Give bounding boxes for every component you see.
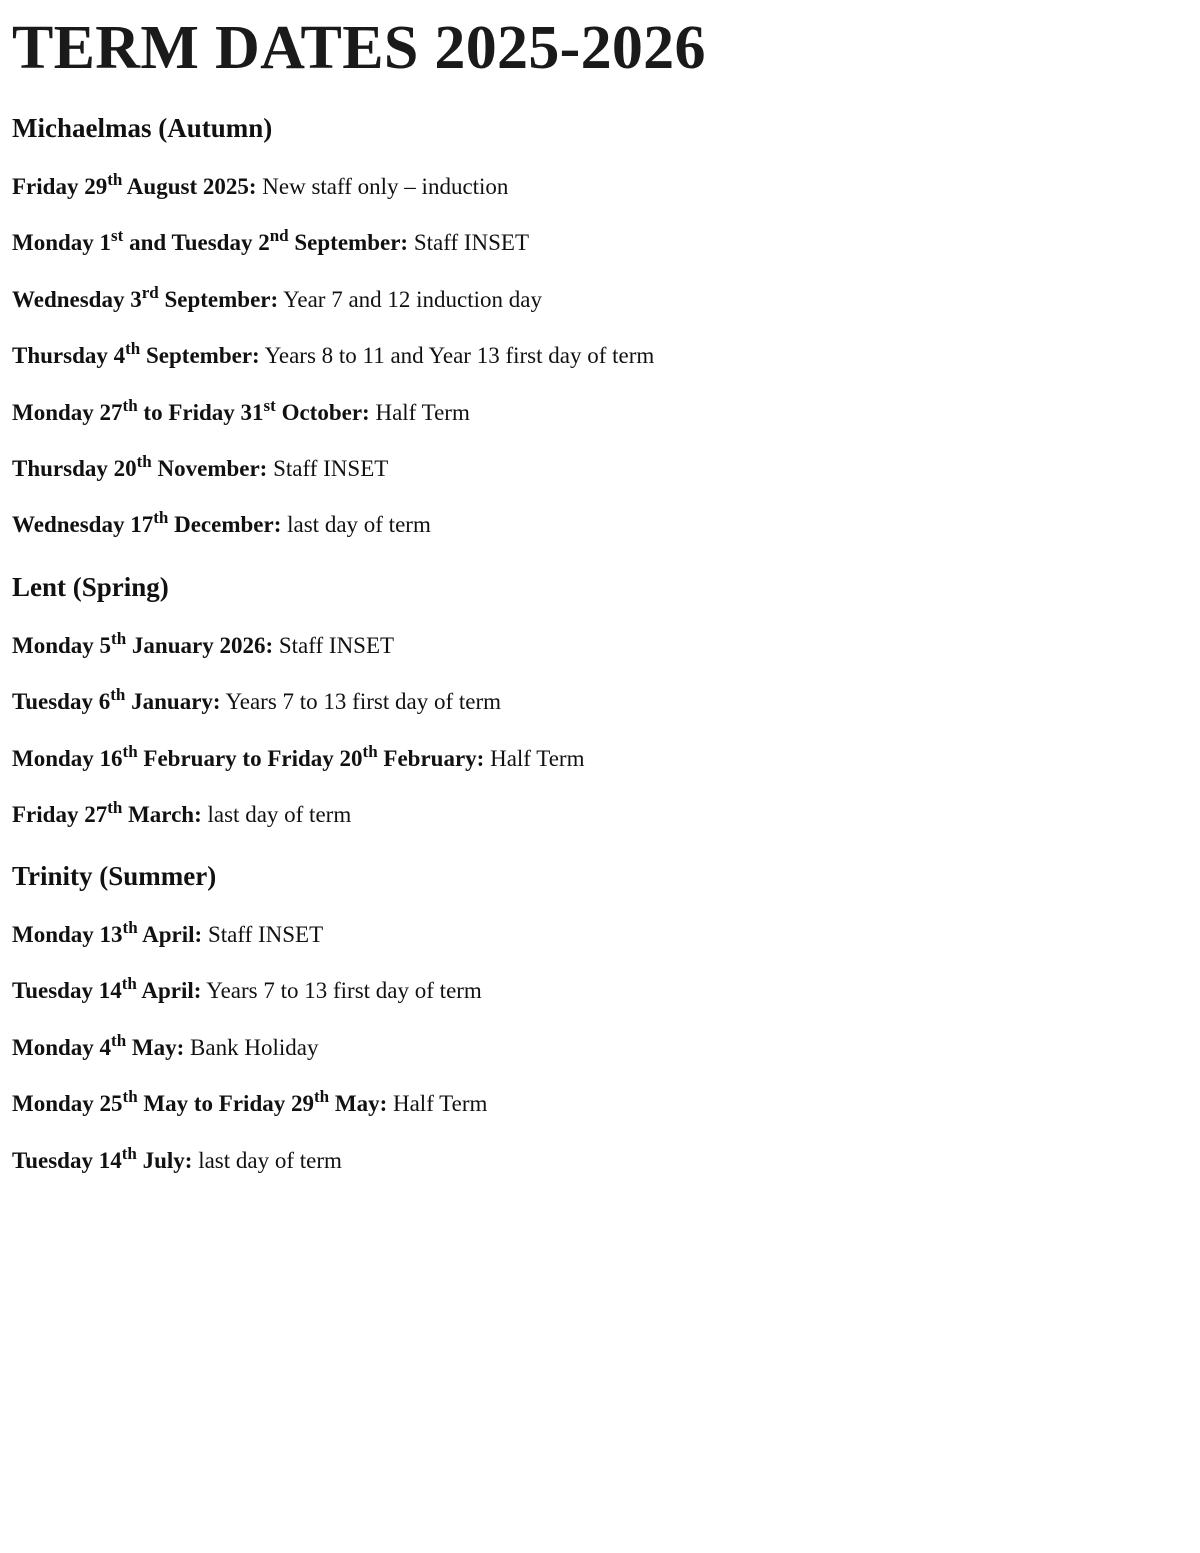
date-text: January 2026: <box>126 633 274 658</box>
entry-description: Half Term <box>369 399 470 425</box>
term-date-entry <box>12 741 585 773</box>
date-text: September: <box>140 343 260 369</box>
date-text: Monday 4 <box>12 1034 112 1060</box>
date-text: March: <box>122 802 202 828</box>
date-text: May to Friday 29 <box>137 1091 314 1117</box>
entry-dates <box>12 282 279 312</box>
ordinal-suffix: st <box>111 226 124 246</box>
ordinal-suffix: th <box>110 685 126 705</box>
date-text: April: <box>137 922 203 947</box>
entry-dates <box>12 1143 193 1173</box>
date-text: May: <box>126 1034 185 1060</box>
page-title: TERM DATES 2025-2026 <box>12 14 706 82</box>
ordinal-suffix: th <box>122 395 138 415</box>
term-heading: Lent (Spring) <box>12 572 169 602</box>
term-date-entry <box>12 629 395 660</box>
ordinal-suffix: th <box>136 452 152 471</box>
term-date-entry <box>12 339 655 370</box>
entry-description: last day of term <box>201 802 352 828</box>
term-date-entry <box>12 452 389 483</box>
ordinal-suffix: th <box>111 1030 127 1050</box>
entry-description: New staff only – induction <box>256 174 509 199</box>
ordinal-suffix: rd <box>141 282 159 302</box>
entry-description: Staff INSET <box>273 633 395 658</box>
ordinal-suffix: th <box>121 974 137 994</box>
date-text: Friday 29 <box>12 174 108 199</box>
entry-dates <box>12 741 485 771</box>
ordinal-suffix: th <box>121 1143 137 1163</box>
entry-dates <box>12 918 203 947</box>
entry-dates <box>12 1030 185 1060</box>
date-text: Wednesday 3 <box>12 286 142 312</box>
entry-description: Staff INSET <box>408 230 530 256</box>
entry-description: Years 7 to 13 first day of term <box>220 689 501 715</box>
term-date-entry <box>12 685 501 716</box>
date-text: Wednesday 17 <box>12 512 154 538</box>
ordinal-suffix: th <box>111 629 127 648</box>
entry-description: Half Term <box>387 1091 488 1117</box>
entry-description: Year 7 and 12 induction day <box>278 286 542 312</box>
date-text: April: <box>136 978 202 1004</box>
ordinal-suffix: th <box>125 339 141 359</box>
date-text: Friday 27 <box>12 802 108 828</box>
entry-dates <box>12 452 268 481</box>
entry-dates <box>12 798 202 828</box>
entry-description: Half Term <box>484 745 585 771</box>
term-heading: Trinity (Summer) <box>12 861 217 891</box>
date-text: Tuesday 14 <box>12 1147 122 1173</box>
date-text: August 2025: <box>122 174 257 199</box>
term-date-entry <box>12 282 542 314</box>
ordinal-suffix: th <box>107 798 123 818</box>
ordinal-suffix: th <box>362 741 378 761</box>
date-text: Monday 13 <box>12 922 123 947</box>
date-text: September: <box>288 230 409 256</box>
date-text: Monday 1 <box>12 230 112 256</box>
date-text: Monday 25 <box>12 1091 123 1117</box>
date-text: Monday 16 <box>12 745 123 771</box>
entry-description: Staff INSET <box>267 456 389 481</box>
term-date-entry <box>12 395 470 427</box>
entry-dates <box>12 339 260 369</box>
entry-dates <box>12 685 221 715</box>
ordinal-suffix: th <box>122 741 138 761</box>
term-date-entry <box>12 170 509 201</box>
entry-dates <box>12 226 409 256</box>
term-heading: Michaelmas (Autumn) <box>12 113 273 143</box>
term-date-entry <box>12 1087 488 1118</box>
date-text: January: <box>125 689 221 715</box>
entry-dates <box>12 974 202 1004</box>
entry-description: last day of term <box>192 1147 342 1173</box>
date-text: December: <box>168 512 282 538</box>
entry-description: Staff INSET <box>202 922 324 947</box>
date-text: to Friday 31 <box>137 399 264 425</box>
date-text: Monday 5 <box>12 633 112 658</box>
term-date-entry <box>12 508 431 539</box>
date-text: Tuesday 14 <box>12 978 122 1004</box>
ordinal-suffix: st <box>263 395 276 415</box>
entry-dates <box>12 170 257 199</box>
ordinal-suffix: nd <box>269 226 289 246</box>
entry-description: last day of term <box>281 512 431 538</box>
date-text: May: <box>329 1091 388 1117</box>
ordinal-suffix: th <box>122 918 138 937</box>
entry-dates <box>12 1087 388 1117</box>
date-text: February: <box>377 745 485 771</box>
date-text: Monday 27 <box>12 399 123 425</box>
ordinal-suffix: th <box>107 170 123 189</box>
date-text: Tuesday 6 <box>12 689 111 715</box>
term-date-entry <box>12 226 530 257</box>
term-date-entry <box>12 1143 342 1175</box>
entry-dates <box>12 629 274 658</box>
term-date-entry <box>12 1030 319 1062</box>
date-text: October: <box>275 399 370 425</box>
ordinal-suffix: th <box>153 508 169 528</box>
ordinal-suffix: th <box>122 1087 138 1107</box>
entry-dates <box>12 508 282 538</box>
term-date-entry <box>12 974 482 1005</box>
term-date-entry <box>12 798 352 829</box>
entry-dates <box>12 395 370 425</box>
ordinal-suffix: th <box>313 1087 330 1107</box>
date-text: November: <box>151 456 268 481</box>
date-text: Thursday 20 <box>12 456 137 481</box>
entry-description: Bank Holiday <box>184 1034 319 1060</box>
term-date-entry <box>12 918 324 949</box>
date-text: Thursday 4 <box>12 343 126 369</box>
date-text: and Tuesday 2 <box>123 230 270 256</box>
date-text: July: <box>136 1147 193 1173</box>
entry-description: Years 7 to 13 first day of term <box>201 978 482 1004</box>
date-text: February to Friday 20 <box>137 745 363 771</box>
entry-description: Years 8 to 11 and Year 13 first day of term <box>259 343 655 369</box>
date-text: September: <box>158 286 279 312</box>
